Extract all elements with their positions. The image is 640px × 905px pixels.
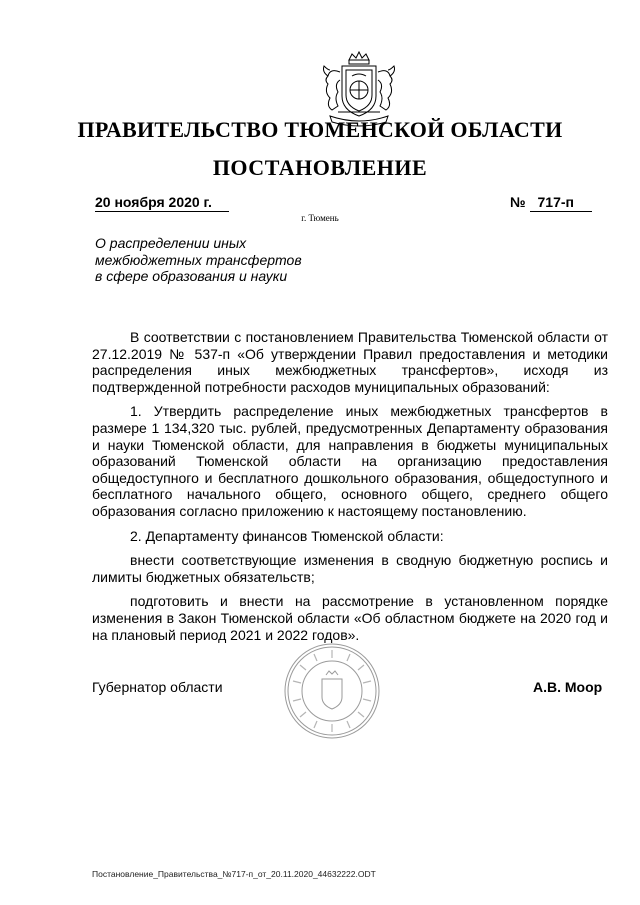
signer-name: А.В. Моор xyxy=(533,679,603,695)
body-paragraph-preamble: В соответствии с постановлением Правительства Тюменской области от 27.12.2019 № 537-п «Об утверждении Правил предоставления и методики распределения иных межбюджетных трансфертов», исходя из подтвержденной потребности расходов муниципальных образований: xyxy=(92,329,608,395)
government-title: ПРАВИТЕЛЬСТВО ТЮМЕНСКОЙ ОБЛАСТИ xyxy=(77,117,563,142)
document-number xyxy=(510,194,604,212)
document-subject xyxy=(95,235,335,285)
subject-line: межбюджетных трансфертов xyxy=(95,251,302,268)
body-paragraph-subitem-1: внести соответствующие изменения в сводную бюджетную роспись и лимиты бюджетных обязательств; xyxy=(92,552,608,585)
body-paragraph-item-2: 2. Департаменту финансов Тюменской области: xyxy=(130,527,444,544)
body-paragraph-subitem-2: подготовить и внести на рассмотрение в установленном порядке изменения в Закон Тюменской области «Об областном бюджете на 2020 год и на плановый период 2021 и 2022 годов». xyxy=(92,593,608,643)
signer-position: Губернатор области xyxy=(92,679,223,695)
document-date: 20 ноября 2020 г. xyxy=(95,194,229,212)
document-type-title: ПОСТАНОВЛЕНИЕ xyxy=(212,155,428,180)
body-paragraph-item-1: 1. Утвердить распределение иных межбюджетных трансфертов в размере 1 134,320 тыс. рублей, предусмотренных Департаменту образования и науки Тюменской области, для направления в бюджеты муниципальных образований Тюменской области на организацию предоставления общедоступного и бесплатного дошкольного образования, общедоступного и бесплатного начального общего, основного общего, среднего общего образования согласно приложению к настоящему постановлению. xyxy=(92,403,608,519)
footer-filename: Постановление_Правительства_№717-п_от_20.11.2020_44632222.ODT xyxy=(92,869,376,879)
document-body xyxy=(92,329,608,651)
official-seal-stamp xyxy=(282,641,382,741)
city-label: г. Тюмень xyxy=(301,213,339,223)
number-sign: № xyxy=(510,194,526,210)
subject-line: в сфере образования и науки xyxy=(95,268,288,284)
number-value: 717-п xyxy=(530,194,592,212)
subject-line: О распределении иных xyxy=(95,235,247,251)
